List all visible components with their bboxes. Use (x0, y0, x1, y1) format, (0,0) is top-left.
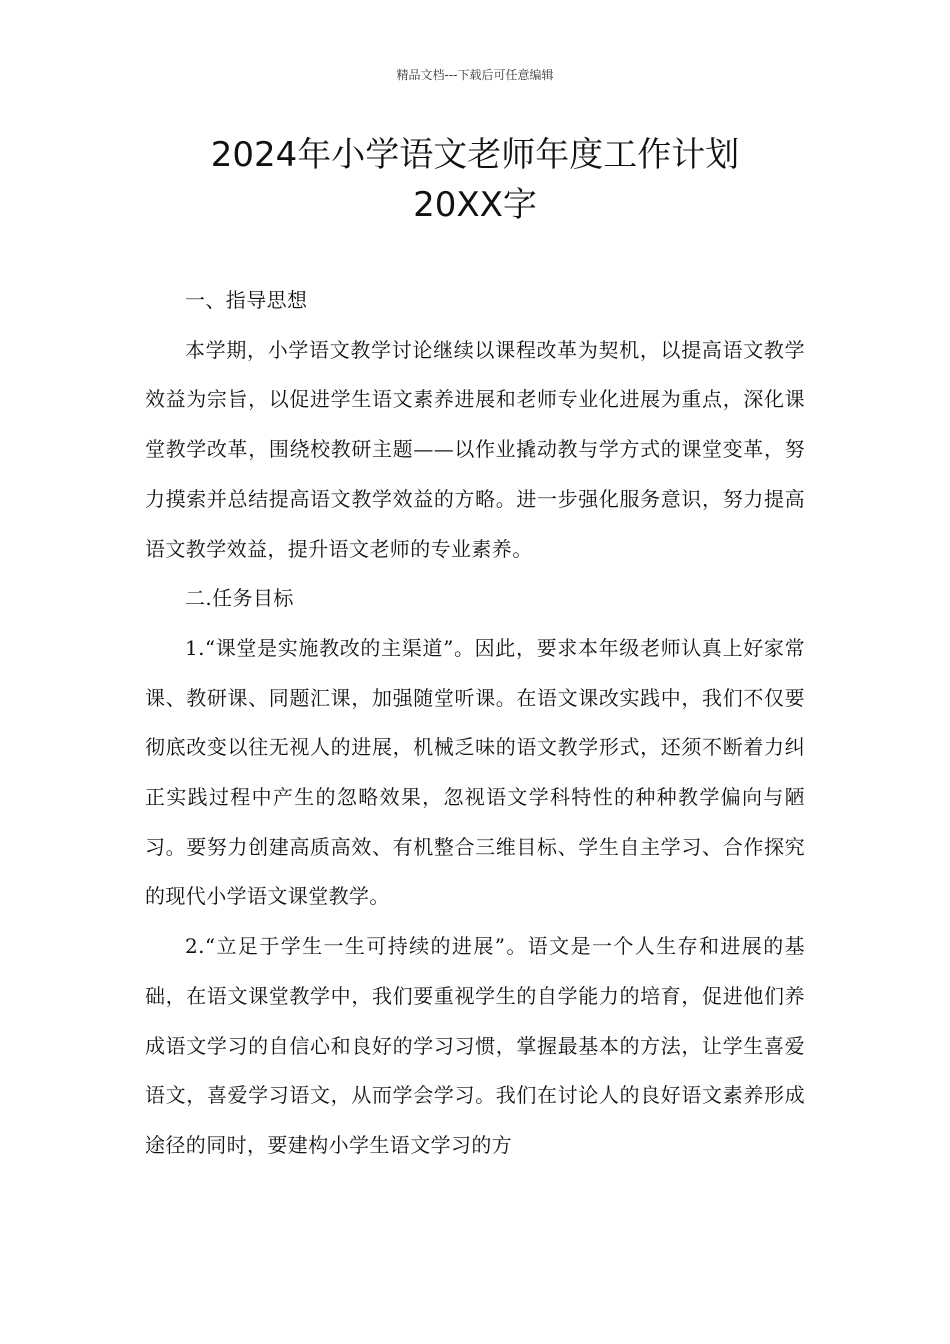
document-body (145, 276, 805, 1171)
document-title (100, 130, 850, 230)
paragraph-task-goal-1: 1.“课堂是实施教改的主渠道”。因此，要求本年级老师认真上好家常课、教研课、同题汇课，加强随堂听课。在语文课改实践中，我们不仅要彻底改变以往无视人的进展，机械乏味的语文教学形式，还须不断着力纠正实践过程中产生的忽略效果，忽视语文学科特性的种种教学偏向与陋习。要努力创建高质高效、有机整合三维目标、学生自主学习、合作探究的现代小学语文课堂教学。 (145, 635, 805, 909)
section-heading-task-goals: 二.任务目标 (185, 586, 294, 611)
title-line-2: 20XX字 (413, 185, 537, 225)
header-note: 精品文档---下载后可任意编辑 (396, 68, 554, 82)
paragraph-task-goal-2: 2.“立足于学生一生可持续的进展”。语文是一个人生存和进展的基础，在语文课堂教学中，我们要重视学生的自学能力的培育，促进他们养成语文学习的自信心和良好的学习习惯，掌握最基本的方法，让学生喜爱语文，喜爱学习语文，从而学会学习。我们在讨论人的良好语文素养形成途径的同时，要建构小学生语文学习的方 (145, 934, 805, 1157)
title-line-1: 2024年小学语文老师年度工作计划 (210, 135, 740, 175)
section-heading-guiding-ideology: 一、指导思想 (185, 288, 308, 312)
paragraph-guiding-ideology: 本学期，小学语文教学讨论继续以课程改革为契机，以提高语文教学效益为宗旨，以促进学生语文素养进展和老师专业化进展为重点，深化课堂教学改革，围绕校教研主题——以作业撬动教与学方式的课堂变革，努力摸索并总结提高语文教学效益的方略。进一步强化服务意识，努力提高语文教学效益，提升语文老师的专业素养。 (145, 337, 805, 561)
